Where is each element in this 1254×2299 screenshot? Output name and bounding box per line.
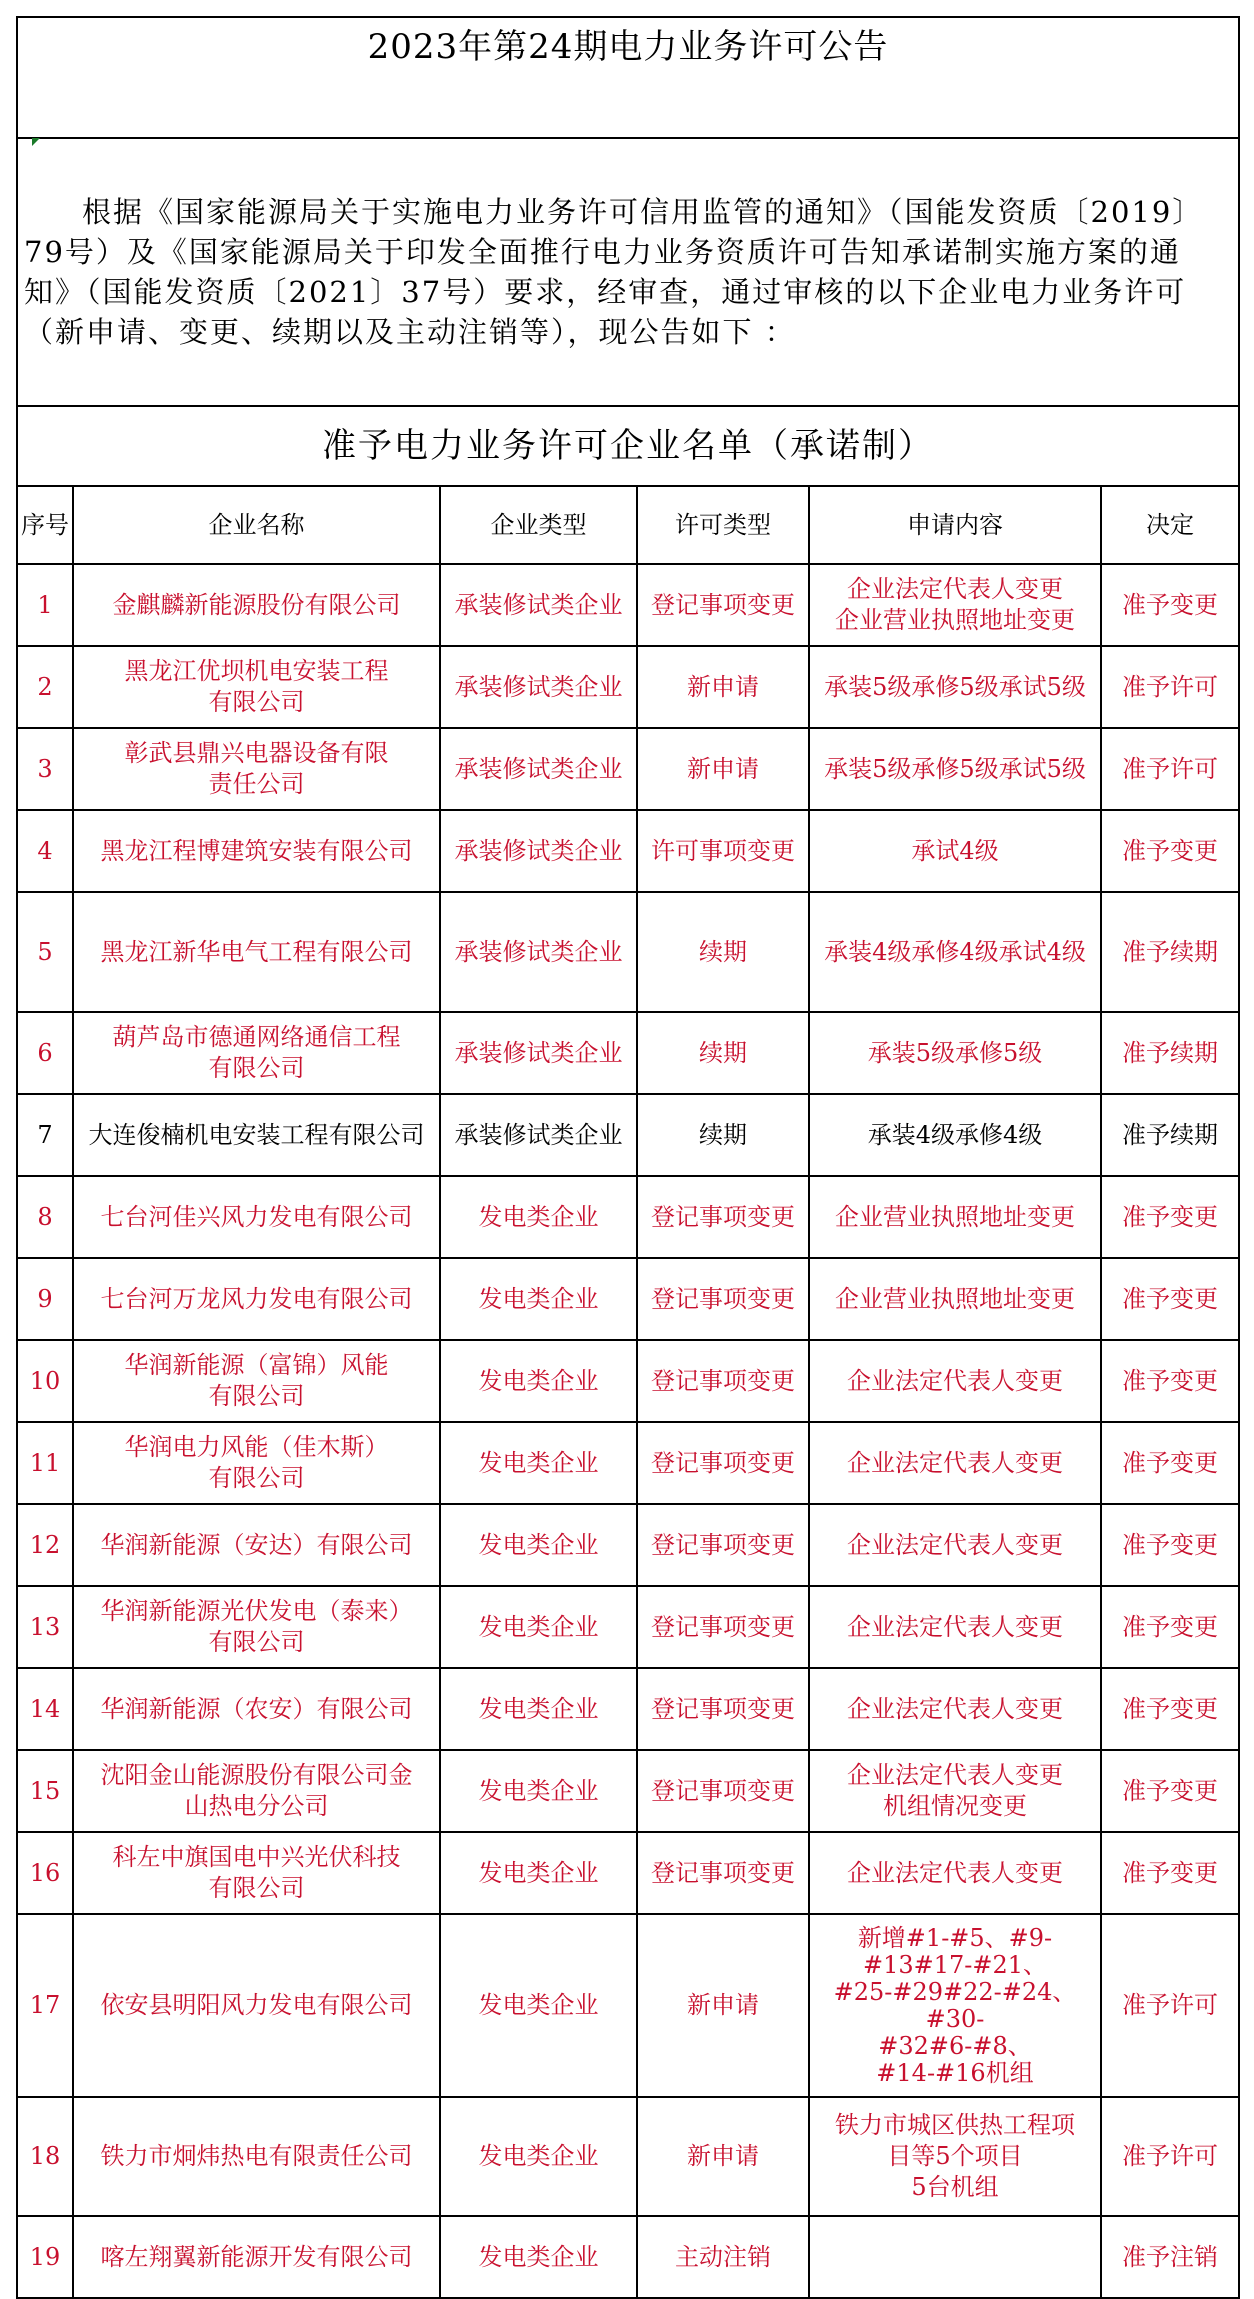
decision: 准予变更: [1101, 564, 1239, 646]
license-type: 登记事项变更: [637, 1750, 809, 1832]
decision: 准予续期: [1101, 892, 1239, 1012]
col-header-name: 企业名称: [73, 486, 440, 564]
company-type: 发电类企业: [440, 2097, 637, 2216]
company-type: 发电类企业: [440, 1422, 637, 1504]
application-content: 承装5级承修5级承试5级: [809, 646, 1101, 728]
company-type: 发电类企业: [440, 1750, 637, 1832]
application-content: 承装4级承修4级承试4级: [809, 892, 1101, 1012]
company-name: 七台河万龙风力发电有限公司: [73, 1258, 440, 1340]
row-number: 19: [17, 2216, 73, 2298]
decision: 准予许可: [1101, 728, 1239, 810]
company-type: 承装修试类企业: [440, 646, 637, 728]
license-type: 登记事项变更: [637, 1504, 809, 1586]
company-name: 华润新能源（富锦）风能 有限公司: [73, 1340, 440, 1422]
company-name: 黑龙江程博建筑安装有限公司: [73, 810, 440, 892]
company-type: 承装修试类企业: [440, 728, 637, 810]
application-content: 企业法定代表人变更: [809, 1832, 1101, 1914]
decision: 准予变更: [1101, 1586, 1239, 1668]
application-content: 承试4级: [809, 810, 1101, 892]
application-content: 企业法定代表人变更: [809, 1340, 1101, 1422]
license-type: 登记事项变更: [637, 1422, 809, 1504]
company-name: 华润新能源（安达）有限公司: [73, 1504, 440, 1586]
table-row: [17, 728, 1239, 810]
license-type: 新申请: [637, 646, 809, 728]
decision: 准予变更: [1101, 1422, 1239, 1504]
decision: 准予变更: [1101, 1258, 1239, 1340]
company-type: 发电类企业: [440, 1504, 637, 1586]
decision: 准予变更: [1101, 1504, 1239, 1586]
col-header-type: 企业类型: [440, 486, 637, 564]
row-number: 9: [17, 1258, 73, 1340]
license-type: 续期: [637, 892, 809, 1012]
company-name: 科左中旗国电中兴光伏科技 有限公司: [73, 1832, 440, 1914]
application-content: 承装5级承修5级: [809, 1012, 1101, 1094]
intro-paragraph-cell: [17, 138, 1239, 406]
row-number: 13: [17, 1586, 73, 1668]
row-number: 6: [17, 1012, 73, 1094]
col-header-content: 申请内容: [809, 486, 1101, 564]
company-name: 依安县明阳风力发电有限公司: [73, 1914, 440, 2097]
company-name: 铁力市炯炜热电有限责任公司: [73, 2097, 440, 2216]
row-number: 17: [17, 1914, 73, 2097]
decision: 准予续期: [1101, 1012, 1239, 1094]
license-type: 登记事项变更: [637, 1176, 809, 1258]
application-content: 企业法定代表人变更 企业营业执照地址变更: [809, 564, 1101, 646]
decision: 准予变更: [1101, 1832, 1239, 1914]
license-table: [16, 16, 1240, 2299]
company-type: 承装修试类企业: [440, 1012, 637, 1094]
decision: 准予变更: [1101, 1176, 1239, 1258]
table-row: [17, 1750, 1239, 1832]
company-type: 发电类企业: [440, 2216, 637, 2298]
row-number: 7: [17, 1094, 73, 1176]
row-number: 3: [17, 728, 73, 810]
license-type: 登记事项变更: [637, 1832, 809, 1914]
application-content: 企业法定代表人变更: [809, 1668, 1101, 1750]
license-type: 新申请: [637, 2097, 809, 2216]
application-content: 企业法定代表人变更 机组情况变更: [809, 1750, 1101, 1832]
company-name: 七台河佳兴风力发电有限公司: [73, 1176, 440, 1258]
company-name: 彰武县鼎兴电器设备有限 责任公司: [73, 728, 440, 810]
license-type: 续期: [637, 1094, 809, 1176]
company-type: 承装修试类企业: [440, 810, 637, 892]
decision: 准予变更: [1101, 1668, 1239, 1750]
license-type: 新申请: [637, 1914, 809, 2097]
application-content: 新增#1-#5、#9- #13#17-#21、 #25-#29#22-#24、#30- #32#6-#8、 #14-#16机组: [809, 1914, 1101, 2097]
table-row: [17, 1668, 1239, 1750]
table-row: [17, 1832, 1239, 1914]
application-content: [809, 2216, 1101, 2298]
row-number: 12: [17, 1504, 73, 1586]
license-type: 主动注销: [637, 2216, 809, 2298]
row-number: 18: [17, 2097, 73, 2216]
decision: 准予变更: [1101, 1340, 1239, 1422]
decision: 准予许可: [1101, 1914, 1239, 2097]
company-type: 发电类企业: [440, 1340, 637, 1422]
decision: 准予变更: [1101, 1750, 1239, 1832]
row-number: 1: [17, 564, 73, 646]
license-type: 登记事项变更: [637, 564, 809, 646]
table-subtitle: 准予电力业务许可企业名单（承诺制）: [17, 406, 1239, 486]
company-type: 承装修试类企业: [440, 892, 637, 1012]
application-content: 企业法定代表人变更: [809, 1422, 1101, 1504]
table-row: [17, 1586, 1239, 1668]
company-type: 承装修试类企业: [440, 1094, 637, 1176]
decision: 准予注销: [1101, 2216, 1239, 2298]
row-number: 5: [17, 892, 73, 1012]
col-header-decision: 决定: [1101, 486, 1239, 564]
table-row: [17, 2216, 1239, 2298]
company-type: 发电类企业: [440, 1668, 637, 1750]
table-row: [17, 1340, 1239, 1422]
license-type: 登记事项变更: [637, 1258, 809, 1340]
page-title: 2023年第24期电力业务许可公告: [17, 17, 1239, 138]
row-number: 8: [17, 1176, 73, 1258]
table-row: [17, 1258, 1239, 1340]
row-number: 16: [17, 1832, 73, 1914]
company-name: 华润新能源（农安）有限公司: [73, 1668, 440, 1750]
row-number: 2: [17, 646, 73, 728]
license-type: 登记事项变更: [637, 1586, 809, 1668]
table-row: [17, 2097, 1239, 2216]
col-header-no: 序号: [17, 486, 73, 564]
application-content: 铁力市城区供热工程项 目等5个项目 5台机组: [809, 2097, 1101, 2216]
application-content: 承装4级承修4级: [809, 1094, 1101, 1176]
row-number: 11: [17, 1422, 73, 1504]
company-name: 黑龙江优坝机电安装工程 有限公司: [73, 646, 440, 728]
company-name: 华润电力风能（佳木斯） 有限公司: [73, 1422, 440, 1504]
decision: 准予续期: [1101, 1094, 1239, 1176]
company-name: 黑龙江新华电气工程有限公司: [73, 892, 440, 1012]
table-row: [17, 1504, 1239, 1586]
decision: 准予许可: [1101, 646, 1239, 728]
announcement-sheet: [16, 16, 1238, 2299]
intro-paragraph: 根据《国家能源局关于实施电力业务许可信用监管的通知》（国能发资质〔2019〕79号）及《国家能源局关于印发全面推行电力业务资质许可告知承诺制实施方案的通知》（国能发资质〔2021〕37号）要求，经审查，通过审核的以下企业电力业务许可（新申请、变更、续期以及主动注销等），现公告如下 ：: [24, 195, 1204, 349]
company-type: 发电类企业: [440, 1176, 637, 1258]
company-type: 发电类企业: [440, 1832, 637, 1914]
application-content: 承装5级承修5级承试5级: [809, 728, 1101, 810]
row-number: 10: [17, 1340, 73, 1422]
col-header-license: 许可类型: [637, 486, 809, 564]
table-row: [17, 1012, 1239, 1094]
company-name: 金麒麟新能源股份有限公司: [73, 564, 440, 646]
company-name: 大连俊楠机电安装工程有限公司: [73, 1094, 440, 1176]
row-number: 15: [17, 1750, 73, 1832]
table-row: [17, 892, 1239, 1012]
company-name: 华润新能源光伏发电（泰来） 有限公司: [73, 1586, 440, 1668]
company-type: 发电类企业: [440, 1914, 637, 2097]
license-type: 新申请: [637, 728, 809, 810]
application-content: 企业法定代表人变更: [809, 1586, 1101, 1668]
table-row: [17, 1422, 1239, 1504]
application-content: 企业营业执照地址变更: [809, 1176, 1101, 1258]
application-content: 企业法定代表人变更: [809, 1504, 1101, 1586]
table-row: [17, 1176, 1239, 1258]
cell-corner-marker: [32, 138, 40, 146]
table-header-row: [17, 486, 1239, 564]
table-row: [17, 1914, 1239, 2097]
company-type: 发电类企业: [440, 1586, 637, 1668]
license-type: 许可事项变更: [637, 810, 809, 892]
company-name: 喀左翔翼新能源开发有限公司: [73, 2216, 440, 2298]
table-row: [17, 564, 1239, 646]
row-number: 4: [17, 810, 73, 892]
table-row: [17, 810, 1239, 892]
license-type: 登记事项变更: [637, 1340, 809, 1422]
table-row: [17, 1094, 1239, 1176]
license-type: 登记事项变更: [637, 1668, 809, 1750]
company-name: 葫芦岛市德通网络通信工程 有限公司: [73, 1012, 440, 1094]
company-name: 沈阳金山能源股份有限公司金 山热电分公司: [73, 1750, 440, 1832]
company-type: 发电类企业: [440, 1258, 637, 1340]
license-type: 续期: [637, 1012, 809, 1094]
company-type: 承装修试类企业: [440, 564, 637, 646]
decision: 准予许可: [1101, 2097, 1239, 2216]
decision: 准予变更: [1101, 810, 1239, 892]
row-number: 14: [17, 1668, 73, 1750]
table-row: [17, 646, 1239, 728]
application-content: 企业营业执照地址变更: [809, 1258, 1101, 1340]
